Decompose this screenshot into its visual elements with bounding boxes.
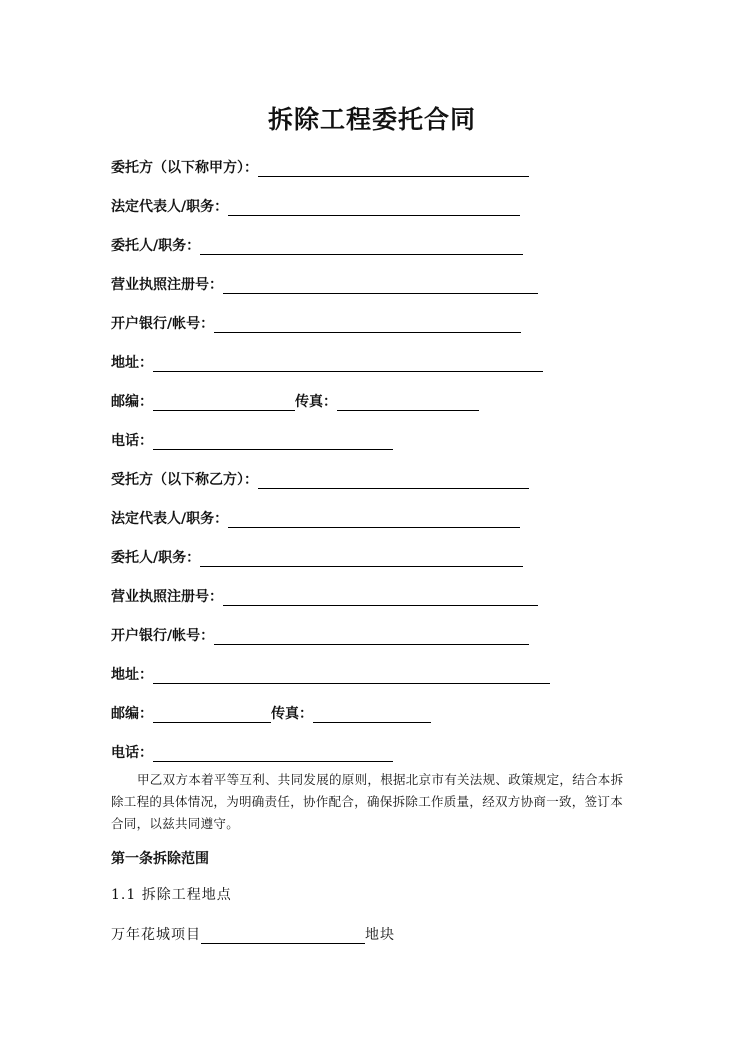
party-a-license-field[interactable] [223,277,538,294]
location-prefix: 万年花城项目 [111,927,201,943]
party-b-address-row [111,662,550,684]
party-b-license-row [111,584,538,606]
party-a-legal-rep-label: 法定代表人/职务： [111,199,229,215]
party-b-bank-field[interactable] [214,628,529,645]
party-b-bank-label: 开户银行/帐号： [111,628,215,644]
party-b-fax-field[interactable] [313,706,431,723]
party-a-postcode-label: 邮编： [111,394,153,410]
party-a-legal-rep-field[interactable] [228,199,520,216]
party-a-agent-label: 委托人/职务： [111,238,201,254]
party-a-phone-label: 电话： [111,433,153,449]
party-b-agent-field[interactable] [200,550,523,567]
party-b-client-label: 受托方（以下称乙方）： [111,472,258,488]
party-a-client-field[interactable] [258,160,529,177]
party-b-postcode-label: 邮编： [111,706,153,722]
section-1-heading: 第一条拆除范围 [111,851,209,867]
party-b-phone-row [111,740,393,762]
document-title: 拆除工程委托合同 [267,105,476,134]
party-b-legal-rep-row [111,506,520,528]
party-a-bank-row [111,311,521,333]
party-b-phone-label: 电话： [111,745,153,761]
party-a-fax-label: 传真： [295,394,337,410]
party-a-bank-field[interactable] [214,316,521,333]
party-b-postcode-field[interactable] [153,706,271,723]
party-b-legal-rep-field[interactable] [228,511,520,528]
party-a-client-row [111,155,529,177]
party-b-address-label: 地址： [111,667,153,683]
party-b-agent-label: 委托人/职务： [111,550,201,566]
party-a-address-field[interactable] [153,355,543,372]
party-a-postcode-field[interactable] [153,394,295,411]
party-b-fax-label: 传真： [271,706,313,722]
party-a-legal-rep-row [111,194,520,216]
location-suffix: 地块 [365,927,395,943]
party-b-bank-row [111,623,529,645]
party-b-license-label: 营业执照注册号： [111,589,223,605]
party-b-license-field[interactable] [223,589,538,606]
party-b-postcode-row [111,701,431,723]
party-b-agent-row [111,545,523,567]
party-a-bank-label: 开户银行/帐号： [111,316,215,332]
party-a-postcode-row [111,389,479,411]
party-a-phone-row [111,428,393,450]
party-a-license-label: 营业执照注册号： [111,277,223,293]
party-a-agent-row [111,233,523,255]
party-a-phone-field[interactable] [153,433,393,450]
party-a-agent-field[interactable] [200,238,523,255]
party-b-phone-field[interactable] [153,745,393,762]
party-b-client-row [111,467,529,489]
location-field[interactable] [201,927,365,944]
party-b-client-field[interactable] [258,472,529,489]
party-a-license-row [111,272,538,294]
party-b-address-field[interactable] [153,667,550,684]
party-a-address-label: 地址： [111,355,153,371]
party-a-client-label: 委托方（以下称甲方）： [111,160,258,176]
party-a-fax-field[interactable] [337,394,479,411]
item-1-1-heading: 1.1 拆除工程地点 [111,887,232,903]
party-a-address-row [111,350,543,372]
party-b-legal-rep-label: 法定代表人/职务： [111,511,229,527]
location-row [111,922,395,944]
intro-paragraph: 甲乙双方本着平等互利、共同发展的原则，根据北京市有关法规、政策规定，结合本拆除工程的具体情况，为明确责任，协作配合，确保拆除工作质量，经双方协商一致，签订本合同，以兹共同遵守。 [111,772,624,831]
